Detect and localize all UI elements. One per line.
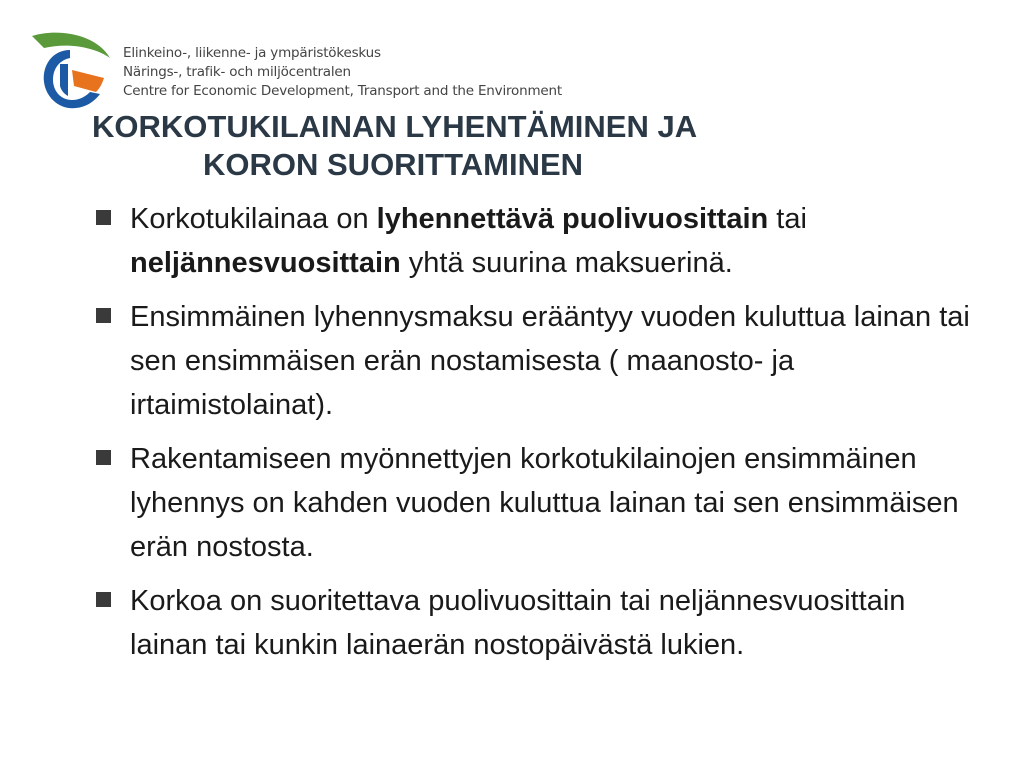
bullet-item: Korkotukilainaa on lyhennettävä puolivuosittain tai neljännesvuosittain yhtä suurina maksuerinä. [96, 197, 976, 285]
square-bullet-icon [96, 450, 111, 465]
org-name-finnish: Elinkeino-, liikenne- ja ympäristökeskus [123, 45, 381, 61]
square-bullet-icon [96, 592, 111, 607]
slide-title-line-1: KORKOTUKILAINAN LYHENTÄMINEN JA [92, 109, 698, 144]
slide-title [92, 108, 992, 184]
ely-centre-logo-icon [30, 30, 112, 112]
square-bullet-icon [96, 308, 111, 323]
org-name-english: Centre for Economic Development, Transport and the Environment [123, 83, 562, 99]
bullet-item: Ensimmäinen lyhennysmaksu erääntyy vuoden kuluttua lainan tai sen ensimmäisen erän nostamisesta ( maanosto- ja irtaimistolainat). [96, 295, 976, 427]
slide-title-line-2: KORON SUORITTAMINEN [203, 147, 584, 182]
bullet-item: Korkoa on suoritettava puolivuosittain tai neljännesvuosittain lainan tai kunkin lainaerän nostopäivästä lukien. [96, 579, 976, 667]
organization-names [123, 44, 562, 101]
square-bullet-icon [96, 210, 111, 225]
org-name-swedish: Närings-, trafik- och miljöcentralen [123, 64, 351, 80]
bullet-item: Rakentamiseen myönnettyjen korkotukilainojen ensimmäinen lyhennys on kahden vuoden kuluttua lainan tai sen ensimmäisen erän nostosta. [96, 437, 976, 569]
bullet-list [96, 197, 976, 677]
